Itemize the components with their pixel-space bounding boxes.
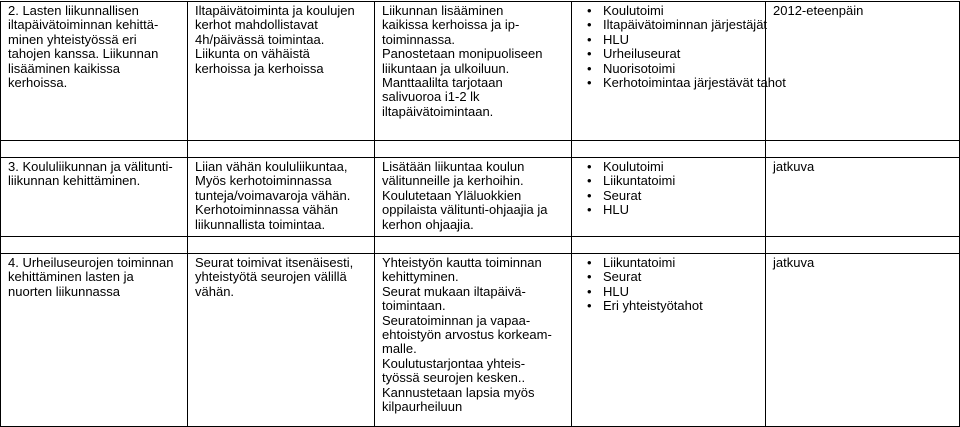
cell-line: iltapäivätoiminnan kehittä- bbox=[8, 17, 159, 33]
responsible-cell bbox=[572, 2, 786, 141]
cell-line: Liian vähän koululiikuntaa, bbox=[195, 159, 348, 174]
cell-line: kilpaurheiluun bbox=[382, 399, 463, 415]
list-item: • Iltapäivätoiminnan järjestäjät bbox=[579, 18, 759, 32]
list-item: • Kerhotoimintaa järjestävät tahot bbox=[579, 76, 759, 90]
list-item: • Liikuntatoimi bbox=[579, 256, 759, 270]
cell-line: lisääminen kaikissa bbox=[8, 60, 120, 76]
cell-line: 3. Koululiikunnan ja välitunti- bbox=[8, 159, 173, 174]
cell-line: toimintaan. bbox=[382, 298, 446, 314]
list-item: • Nuorisotoimi bbox=[579, 62, 759, 76]
cell-line: vähän. bbox=[195, 283, 235, 299]
schedule-cell bbox=[766, 158, 960, 237]
cell-line: kehittäminen lasten ja bbox=[8, 269, 134, 285]
cell-line: välitunneille ja kerhoihin. bbox=[382, 173, 524, 189]
cell-line: Seurat mukaan iltapäivä- bbox=[382, 283, 526, 299]
table-row bbox=[1, 254, 960, 427]
measures-cell bbox=[375, 158, 572, 237]
list-item: • Seurat bbox=[579, 270, 759, 284]
goal-cell bbox=[1, 2, 188, 141]
current-state-cell bbox=[188, 158, 375, 237]
cell-line: Kannustetaan lapsia myös bbox=[382, 384, 535, 400]
responsible-list bbox=[579, 256, 759, 314]
cell-line: malle. bbox=[382, 341, 417, 357]
cell-line: 2012-eteenpäin bbox=[773, 3, 864, 18]
goal-cell bbox=[1, 254, 188, 427]
cell-line: toiminnassa. bbox=[382, 31, 455, 47]
cell-line: kerhoissa ja kerhoissa bbox=[195, 60, 324, 76]
list-item: • Eri yhteistyötahot bbox=[579, 299, 759, 313]
list-item: • HLU bbox=[579, 203, 759, 217]
cell-line: 4. Urheiluseurojen toiminnan bbox=[8, 255, 174, 271]
cell-line: yhteistyötä seurojen välillä bbox=[195, 269, 347, 285]
cell-line: jatkuva bbox=[773, 159, 815, 174]
current-state-cell bbox=[188, 254, 375, 427]
cell-line: Myös kerhotoiminnassa bbox=[195, 173, 332, 189]
cell-line: Liikunnan lisääminen bbox=[382, 3, 504, 18]
table-row bbox=[1, 158, 960, 237]
list-item: • Seurat bbox=[579, 189, 759, 203]
cell-line: tunteja/voimavaroja vähän. bbox=[195, 187, 351, 203]
cell-line: Kerhotoiminnassa vähän bbox=[195, 202, 339, 218]
cell-line: Koulutustarjontaa yhteis- bbox=[382, 355, 526, 371]
list-item: • Liikuntatoimi bbox=[579, 174, 759, 188]
cell-line: Yhteistyön kautta toiminnan bbox=[382, 255, 542, 271]
cell-line: Panostetaan monipuoliseen bbox=[382, 46, 543, 62]
cell-line: kerhot mahdollistavat bbox=[195, 17, 318, 33]
cell-line: tahojen kanssa. Liikunnan bbox=[8, 46, 159, 62]
measures-cell bbox=[375, 2, 572, 141]
measures-cell bbox=[375, 254, 572, 427]
cell-line: kaikissa kerhoissa ja ip- bbox=[382, 17, 520, 33]
cell-line: jatkuva bbox=[773, 255, 815, 271]
cell-line: iltapäivätoimintaan. bbox=[382, 103, 494, 119]
cell-line: kerhoissa. bbox=[8, 75, 68, 91]
list-item: • HLU bbox=[579, 33, 759, 47]
schedule-cell bbox=[766, 2, 960, 141]
spacer-row bbox=[1, 141, 960, 158]
schedule-cell bbox=[766, 254, 960, 427]
spacer-row bbox=[1, 237, 960, 254]
list-item: • Koulutoimi bbox=[579, 4, 759, 18]
list-item: • Koulutoimi bbox=[579, 160, 759, 174]
cell-line: työssä seurojen kesken.. bbox=[382, 370, 526, 386]
cell-line: Iltapäivätoiminta ja koulujen bbox=[195, 3, 355, 18]
cell-line: 4h/päivässä toimintaa. bbox=[195, 31, 325, 47]
goal-cell bbox=[1, 158, 188, 237]
responsible-cell bbox=[572, 254, 766, 427]
list-item: • HLU bbox=[579, 285, 759, 299]
cell-line: minen yhteistyössä eri bbox=[8, 31, 137, 47]
responsible-cell bbox=[572, 158, 766, 237]
cell-line: liikunnallista toimintaa. bbox=[195, 216, 326, 232]
table-row bbox=[1, 2, 960, 141]
cell-line: kehittyminen. bbox=[382, 269, 459, 285]
cell-line: ehtoistyön arvostus korkeam- bbox=[382, 327, 552, 343]
cell-line: salivuoroa i1-2 lk bbox=[382, 89, 480, 105]
cell-line: nuorten liikunnassa bbox=[8, 283, 121, 299]
responsible-list bbox=[579, 3, 786, 91]
list-item: • Urheiluseurat bbox=[579, 47, 759, 61]
cell-line: kerhon ohjaajia. bbox=[382, 216, 474, 232]
cell-line: Seuratoiminnan ja vapaa- bbox=[382, 312, 531, 328]
cell-line: Liikunta on vähäistä bbox=[195, 46, 310, 62]
cell-line: oppilaista välitunti-ohjaajia ja bbox=[382, 202, 548, 218]
cell-line: Lisätään liikuntaa koulun bbox=[382, 159, 525, 174]
cell-line: Manttaalilta tarjotaan bbox=[382, 75, 503, 91]
current-state-cell bbox=[188, 2, 375, 141]
cell-line: Seurat toimivat itsenäisesti, bbox=[195, 255, 354, 271]
cell-line: liikunnan kehittäminen. bbox=[8, 173, 141, 189]
action-plan-table bbox=[0, 1, 960, 427]
cell-line: Koulutetaan Yläluokkien bbox=[382, 187, 522, 203]
cell-line: liikuntaan ja ulkoiluun. bbox=[382, 60, 510, 76]
responsible-list bbox=[579, 160, 759, 218]
cell-line: 2. Lasten liikunnallisen bbox=[8, 3, 139, 18]
